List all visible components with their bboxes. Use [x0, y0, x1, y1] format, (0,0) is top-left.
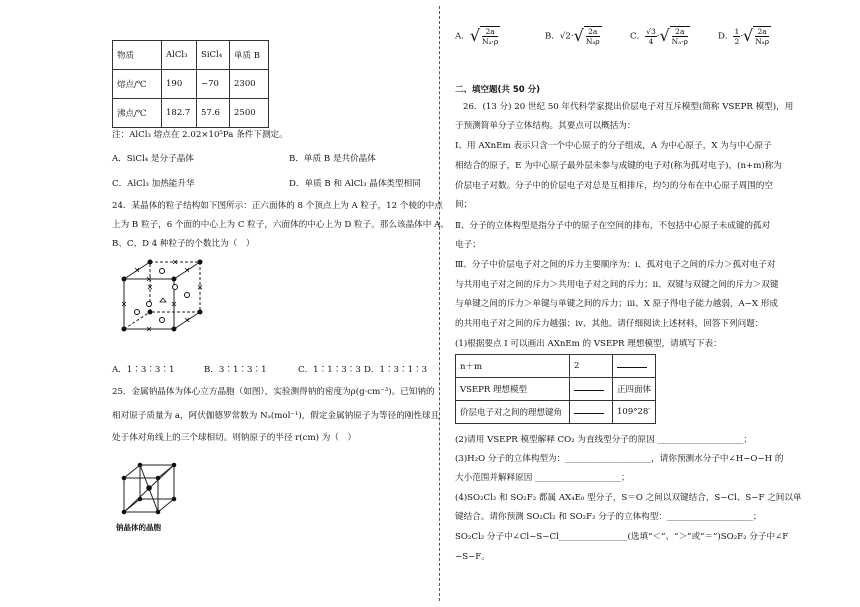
q26-text-line: 与共用电子对之间的斥力＞共用电子对之间的斥力；ii、双键与双键之间的斥力＞双键	[455, 280, 779, 290]
q26-text-line: Ⅲ、分子中价层电子对之间的斥力主要顺序为：i、孤对电子之间的斥力＞孤对电子对	[455, 260, 776, 270]
q23-option-c: C．AlCl₃ 加热能升华	[112, 179, 195, 189]
q24-option-b: B．3∶1∶3∶1	[204, 365, 267, 375]
radical: √ $\frac{2a}{\text{Nₐ·ρ}}$	[659, 26, 688, 46]
q26-followup-line: −S−F。	[455, 552, 490, 562]
q26-text-line: 间；	[455, 200, 473, 210]
table-cell: 物质	[113, 41, 162, 70]
q26-text-line: 的共用电子对之间的斥力越强；iv、其他。请仔细阅读上述材料，回答下列问题：	[455, 319, 764, 329]
table-cell: SiCl₄	[197, 41, 230, 70]
table-cell: 熔点/℃	[113, 70, 162, 99]
q26-text-line: 电子；	[455, 240, 481, 250]
q23-option-a: A．SiCl₄ 是分子晶体	[112, 154, 194, 164]
fraction-denominator: Nₐ·ρ	[671, 37, 688, 46]
table-cell: 沸点/℃	[113, 99, 162, 128]
vsepr-table	[455, 354, 656, 424]
option-letter: C．	[630, 31, 646, 42]
table-cell: 价层电子对之间的理想键角	[456, 401, 570, 424]
q24-option-a: A．1∶3∶3∶1	[112, 365, 175, 375]
fraction-numerator: 2a	[755, 27, 769, 37]
table-row	[456, 378, 656, 401]
table-cell: −70	[197, 70, 230, 99]
q24-option-c: C．1∶1∶3∶3	[298, 365, 361, 375]
table-cell: 2500	[230, 99, 269, 128]
table-cell: 正四面体	[613, 378, 656, 401]
section-title: 二、填空题(共 50 分)	[455, 85, 541, 95]
option-letter: B．	[545, 31, 560, 42]
table-cell: n＋m	[456, 355, 570, 378]
q25-option	[545, 26, 602, 46]
q25-bcc-unit-cell-figure	[118, 460, 188, 522]
q25-option: C． $\frac{√3}{4}$ · √ $\frac{2a}{\text{Nₐ·ρ}}$	[630, 26, 688, 46]
column-divider	[439, 6, 440, 601]
fraction-numerator: 2a	[482, 27, 498, 37]
q26-followup-line: (4)SO₂Cl₂ 和 SO₂F₂ 都属 AX₄E₀ 型分子，S＝O 之间以双键结合，S−Cl、S−F 之间以单	[455, 493, 802, 503]
fraction-denominator: Nₐρ	[755, 37, 770, 46]
table-row	[456, 401, 656, 424]
radicand-fraction	[755, 27, 769, 46]
figure-caption: 钠晶体的晶胞	[116, 523, 161, 532]
option-letter: D．	[718, 31, 734, 42]
properties-table	[112, 40, 269, 128]
q26-text-line: Ⅰ、用 AXnEm 表示只含一个中心原子的分子组成，A 为中心原子，X 为与中心原子	[455, 141, 772, 151]
coefficient-fraction	[733, 27, 740, 46]
q26-text-line: 相结合的原子，E 为中心原子最外层未参与成键的电子对(称为孤对电子)，(n+m)称为	[455, 161, 782, 171]
q26-followup-line: 大小范围并解释原因 ____________________；	[455, 473, 630, 483]
fraction-numerator: √3	[646, 26, 656, 36]
table-row	[113, 70, 269, 99]
table-cell	[570, 401, 613, 424]
fraction-numerator: 1	[734, 26, 740, 36]
q26-text-line: 26．(13 分) 20 世纪 50 年代科学家提出价层电子对互斥模型(简称 VSEPR 模型)，用	[463, 102, 794, 112]
table-cell: 109°28′	[613, 401, 656, 424]
fraction-numerator: 2a	[672, 27, 688, 37]
option-letter: A．	[455, 31, 470, 42]
table-cell: 190	[162, 70, 197, 99]
table-cell: VSEPR 理想模型	[456, 378, 570, 401]
q24-crystal-cube-figure	[112, 254, 222, 354]
q26-text-line: Ⅱ、分子的立体构型是指分子中的原子在空间的排布，不包括中心原子未成键的孤对	[455, 221, 771, 231]
q23-option-b: B．单质 B 是共价晶体	[289, 154, 376, 164]
q24-text-line: 24．某晶体的粒子结构如下图所示：正六面体的 8 个顶点上为 A 粒子，12 个棱的中点	[112, 201, 443, 211]
table-row	[113, 99, 269, 128]
coefficient-fraction	[645, 27, 657, 46]
q23-option-d: D．单质 B 和 AlCl₃ 晶体类型相同	[289, 179, 421, 189]
table-cell: 57.6	[197, 99, 230, 128]
table-cell: 2	[570, 355, 613, 378]
q25-text-line: 25．金属钠晶体为体心立方晶胞（如图），实验测得钠的密度为ρ(g·cm⁻³)。已知钠的	[112, 387, 435, 397]
q24-text-line: 上为 B 粒子，6 个面的中心上为 C 粒子，六面体的中心上为 D 粒子。那么该晶体中 A、	[112, 220, 449, 230]
fraction-denominator: Nₐ·ρ	[482, 37, 499, 46]
q24-text-line: B、C、D 4 种粒子的个数比为（ ）	[112, 239, 255, 249]
table-cell: 182.7	[162, 99, 197, 128]
fraction-denominator: 4	[648, 36, 654, 46]
answer-blank[interactable]	[574, 390, 604, 391]
table-cell: AlCl₃	[162, 41, 197, 70]
q26-text-line: (1)根据要点 I 可以画出 AXnEm 的 VSEPR 理想模型，请填写下表：	[455, 339, 722, 349]
q26-text-line: 与单键之间的斥力＞单键与单键之间的斥力；iii、X 原子得电子能力越弱，A−X 形成	[455, 299, 778, 309]
q25-option: D． $\frac{1}{2}$ · √ $\frac{2a}{\text{Nₐρ}}$	[718, 26, 770, 46]
q24-option-d: D．1∶3∶1∶3	[364, 365, 428, 375]
q26-text-line: 价层电子对数。分子中的价层电子对总是互相排斥，均匀的分布在中心原子周围的空	[455, 181, 773, 191]
radicand-fraction	[672, 27, 688, 46]
answer-blank[interactable]	[617, 367, 647, 368]
table-cell	[613, 355, 656, 378]
radical: √ $\frac{2a}{\text{Nₐρ}}$	[573, 26, 600, 46]
table-row	[113, 41, 269, 70]
q26-text-line: 于预测简单分子立体结构。其要点可以概括为：	[455, 121, 636, 131]
radicand-fraction	[482, 27, 498, 46]
fraction-numerator: 2a	[586, 27, 600, 37]
q26-followup-line: (3)H₂O 分子的立体构型为：____________________，请你预测水分子中∠H−O−H 的	[455, 454, 784, 464]
q25-option	[455, 26, 500, 46]
fraction-denominator: Nₐρ	[585, 37, 600, 46]
table-cell: 单质 B	[230, 41, 269, 70]
table-cell	[570, 378, 613, 401]
table-note: 注：AlCl₃ 熔点在 2.02×10⁵Pa 条件下测定。	[112, 130, 288, 140]
table-cell: 2300	[230, 70, 269, 99]
q25-text-line: 相对原子质量为 a，阿伏伽德罗常数为 Nₐ(mol⁻¹)，假定金属钠原子为等径的刚性球且	[112, 411, 440, 421]
answer-blank[interactable]	[574, 413, 604, 414]
table-row	[456, 355, 656, 378]
q26-followup-line: (2)请用 VSEPR 模型解释 CO₂ 为直线型分子的原因 ____________________；	[455, 435, 752, 445]
fraction-denominator: 2	[734, 36, 740, 46]
radical: √ $\frac{2a}{\text{Nₐ·ρ}}$	[469, 26, 499, 46]
q25-text-line: 处于体对角线上的三个球相切。则钠原子的半径 r(cm) 为（ ）	[112, 433, 357, 443]
radicand-fraction	[586, 27, 600, 46]
q26-followup-line: 键结合。请你预测 SO₂Cl₂ 和 SO₂F₂ 分子的立体构型：____________________；	[455, 512, 762, 522]
coefficient-text: √2·	[559, 31, 574, 42]
radical: √ $\frac{2a}{\text{Nₐρ}}$	[743, 26, 770, 46]
q26-followup-line: SO₂Cl₂ 分子中∠Cl−S−Cl________________(选填“＜”、“＞”或“＝”)SO₂F₂ 分子中∠F	[455, 532, 789, 542]
